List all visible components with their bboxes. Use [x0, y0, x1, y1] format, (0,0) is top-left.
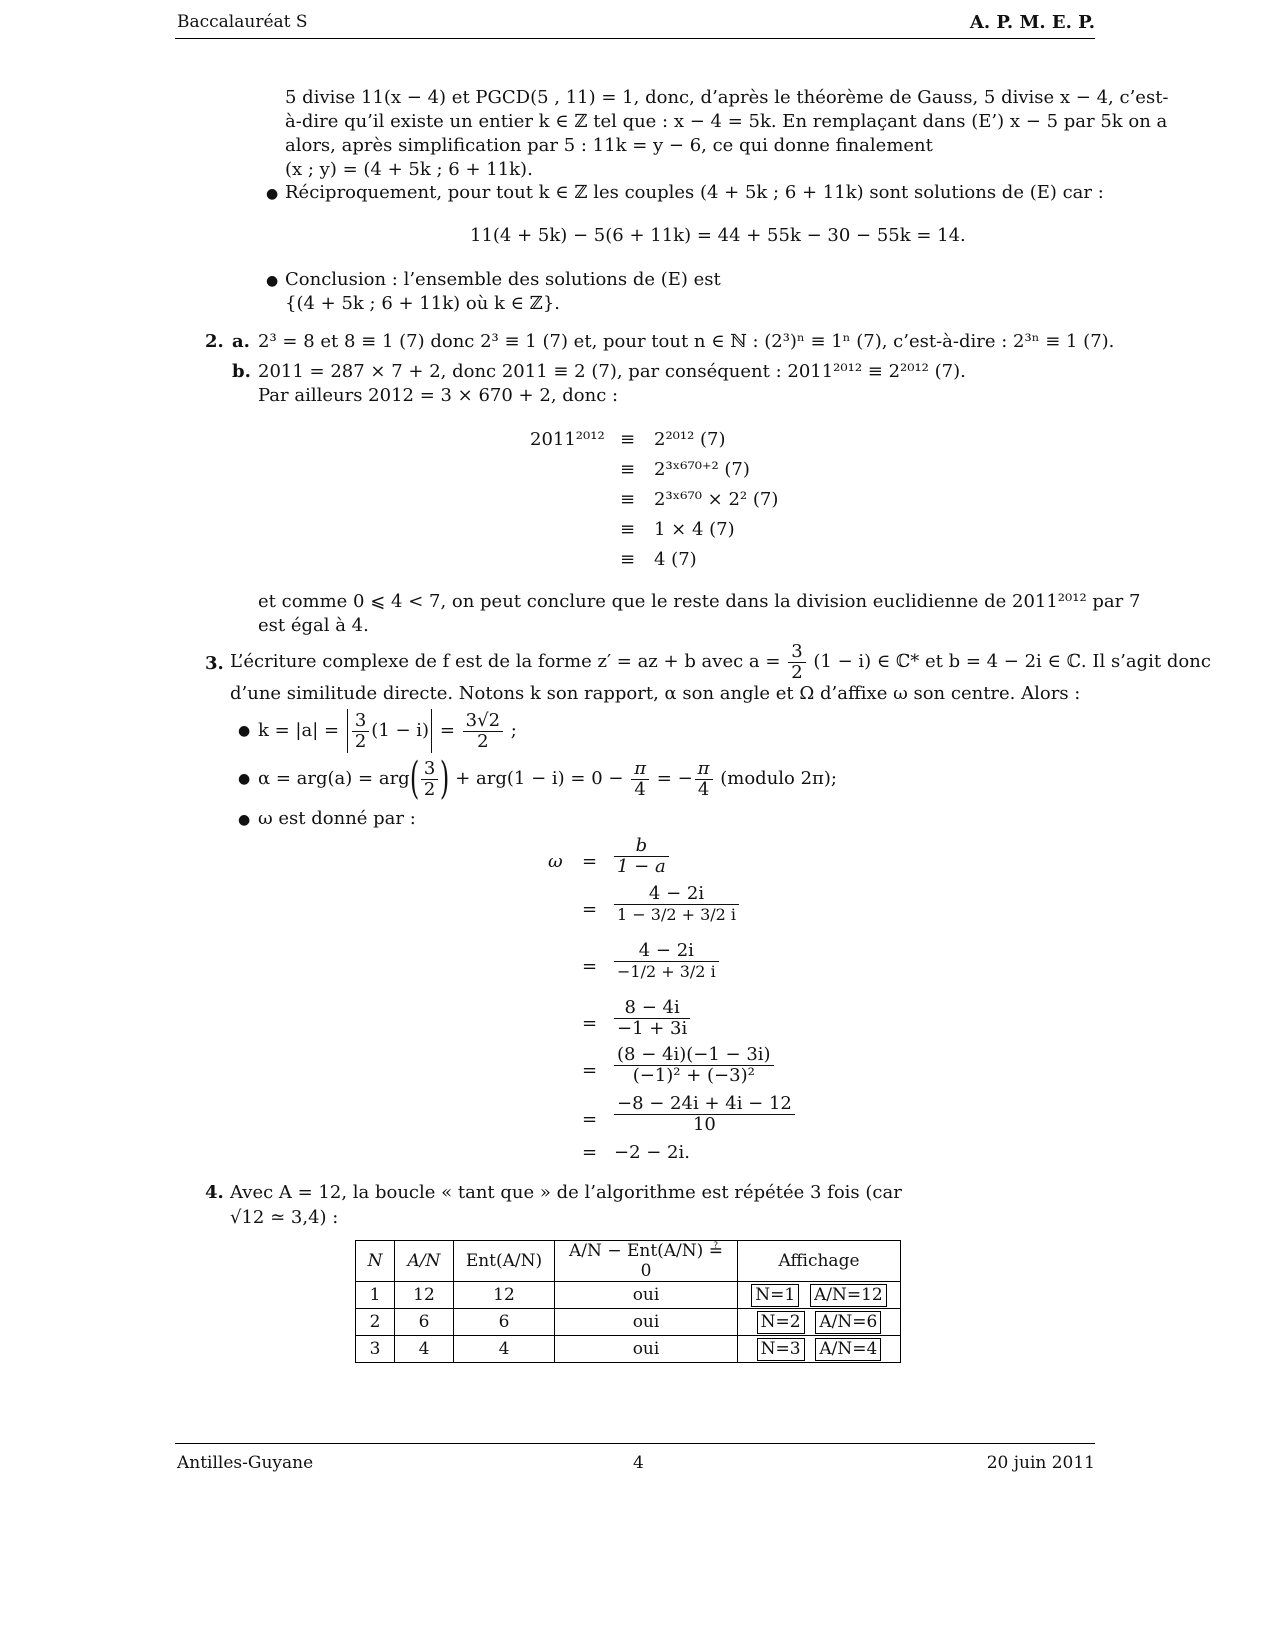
header-right: A. P. M. E. P. — [969, 12, 1095, 33]
q3-omega-intro: ω est donné par : — [258, 808, 416, 829]
omega-step-2: $\frac{4 - 2i}{1 - 3/2 + 3/2 i}$ — [612, 884, 741, 925]
congruence-symbol: ≡ — [620, 549, 636, 570]
page-header — [175, 10, 1095, 39]
q3-line-1 — [230, 640, 1211, 684]
q4-line-1: Avec A = 12, la boucle « tant que » de l’algorithme est répétée 3 fois (car — [230, 1182, 902, 1203]
q2-number: 2. — [205, 331, 224, 352]
q3-number: 3. — [205, 653, 224, 674]
congruence-step: 1 × 4 (7) — [654, 519, 735, 540]
q1-conclusion-line-2: {(4 + 5k ; 6 + 11k) où k ∈ ℤ}. — [285, 293, 560, 314]
table-row: 3 4 4 oui N=3 A/N=4 — [356, 1336, 901, 1363]
equals-sign: = — [582, 956, 598, 977]
q3-line-1b: (1 − i) ∈ ℂ* et b = 4 − 2i ∈ ℂ. Il s’agit donc — [813, 651, 1211, 672]
q4-number: 4. — [205, 1182, 224, 1203]
equals-sign: = — [582, 1060, 598, 1081]
omega-lhs: ω — [548, 851, 563, 872]
equals-sign: = — [582, 1013, 598, 1034]
fraction-three-halves: $\frac{3}{2}$ — [788, 642, 805, 683]
header-left: Baccalauréat S — [177, 12, 308, 32]
q1-text-line-2: à-dire qu’il existe un entier k ∈ ℤ tel que : x − 4 = 5k. En remplaçant dans (E’) x − 5 par 5k on a — [285, 111, 1168, 132]
congruence-symbol: ≡ — [620, 459, 636, 480]
congruence-step: 2²⁰¹² (7) — [654, 429, 726, 450]
congruence-symbol: ≡ — [620, 489, 636, 510]
q2b-label: b. — [232, 361, 251, 382]
display-cell: N=1 A/N=12 — [738, 1282, 901, 1309]
bullet-icon: ● — [238, 723, 251, 739]
congruence-symbol: ≡ — [620, 429, 636, 450]
q3-line-2: d’une similitude directe. Notons k son rapport, α son angle et Ω d’affixe ω son centre. Alors : — [230, 683, 1081, 704]
q2a-label: a. — [232, 331, 250, 352]
congruence-step: 4 (7) — [654, 549, 697, 570]
q3-argument: α = arg(a) = arg( $\frac{3}{2}$ ) + arg(1 − i) = 0 − $\frac{\pi}{4}$ = − $\frac{\pi}{4}$ (modulo 2π); — [258, 753, 837, 804]
q2-conclusion-line-1: et comme 0 ⩽ 4 < 7, on peut conclure que le reste dans la division euclidienne de 2011²⁰¹² par 7 — [258, 591, 1141, 612]
congruence-step: 2³ˣ⁶⁷⁰ × 2² (7) — [654, 489, 779, 510]
footer-left: Antilles-Guyane — [177, 1453, 314, 1473]
omega-step-1: $\frac{b}{1 - a}$ — [612, 836, 671, 877]
table-row: 2 6 6 oui N=2 A/N=6 — [356, 1309, 901, 1336]
equals-sign: = — [582, 899, 598, 920]
equals-sign: = — [582, 851, 598, 872]
q2b-text-2: Par ailleurs 2012 = 3 × 670 + 2, donc : — [258, 385, 619, 406]
bullet-icon: ● — [238, 771, 251, 787]
column-header: N — [356, 1241, 395, 1282]
equals-sign: = — [582, 1109, 598, 1130]
congruence-step: 2³ˣ⁶⁷⁰⁺² (7) — [654, 459, 750, 480]
q1-verification: 11(4 + 5k) − 5(6 + 11k) = 44 + 55k − 30 − 55k = 14. — [470, 225, 966, 246]
column-header: Affichage — [738, 1241, 901, 1282]
omega-step-5: $\frac{(8 - 4i)(-1 - 3i)}{\text{(−1)² + (−3)²}}$ — [612, 1045, 776, 1086]
q4-line-2: √12 ≃ 3,4) : — [230, 1207, 339, 1228]
congruence-lhs: 2011²⁰¹² — [530, 429, 605, 450]
q2a-text: 2³ = 8 et 8 ≡ 1 (7) donc 2³ ≡ 1 (7) et, pour tout n ∈ ℕ : (2³)ⁿ ≡ 1ⁿ (7), c’est-à-dire : 2³ⁿ ≡ 1 (7). — [258, 331, 1115, 352]
display-cell: N=3 A/N=4 — [738, 1336, 901, 1363]
q1-text-line-4: (x ; y) = (4 + 5k ; 6 + 11k). — [285, 159, 533, 180]
q1-reciprocal: Réciproquement, pour tout k ∈ ℤ les couples (4 + 5k ; 6 + 11k) sont solutions de (E) car : — [285, 182, 1104, 203]
bullet-icon: ● — [266, 186, 279, 202]
column-header: A/N − Ent(A/N) ≟ 0 — [555, 1241, 738, 1282]
q1-conclusion-line-1: Conclusion : l’ensemble des solutions de (E) est — [285, 269, 721, 290]
column-header: A/N — [395, 1241, 454, 1282]
page-number: 4 — [633, 1453, 644, 1473]
q1-text-line-1: 5 divise 11(x − 4) et PGCD(5 , 11) = 1, donc, d’après le théorème de Gauss, 5 divise x − 4, c’est- — [285, 87, 1169, 108]
display-cell: N=2 A/N=6 — [738, 1309, 901, 1336]
table-header-row — [356, 1241, 901, 1282]
bullet-icon: ● — [238, 812, 251, 828]
omega-step-6: $\frac{-8 - 24i + 4i - 12}{10}$ — [612, 1094, 797, 1135]
q1-text-line-3: alors, après simplification par 5 : 11k = y − 6, ce qui donne finalement — [285, 135, 933, 156]
omega-step-3: $\frac{4 - 2i}{-1/2 + 3/2 i}$ — [612, 941, 721, 982]
column-header: Ent(A/N) — [454, 1241, 555, 1282]
bullet-icon: ● — [266, 273, 279, 289]
omega-step-4: $\frac{8 - 4i}{-1 + 3i}$ — [612, 998, 692, 1039]
congruence-symbol: ≡ — [620, 519, 636, 540]
algorithm-table — [355, 1240, 901, 1363]
equals-sign: = — [582, 1142, 598, 1163]
footer-right: 20 juin 2011 — [986, 1453, 1095, 1473]
q2-conclusion-line-2: est égal à 4. — [258, 615, 369, 636]
omega-result: −2 − 2i. — [614, 1142, 690, 1163]
table-row: 1 12 12 oui N=1 A/N=12 — [356, 1282, 901, 1309]
q3-modulus: k = |a| = $\frac{3}{2}$ (1 − i) = $\frac{3√2}{2}$ ; — [258, 709, 517, 752]
q3-line-1a: L’écriture complexe de f est de la forme z′ = az + b avec a = — [230, 651, 781, 672]
page-footer — [175, 1443, 1095, 1478]
q2b-text: 2011 = 287 × 7 + 2, donc 2011 ≡ 2 (7), par conséquent : 2011²⁰¹² ≡ 2²⁰¹² (7). — [258, 361, 966, 382]
